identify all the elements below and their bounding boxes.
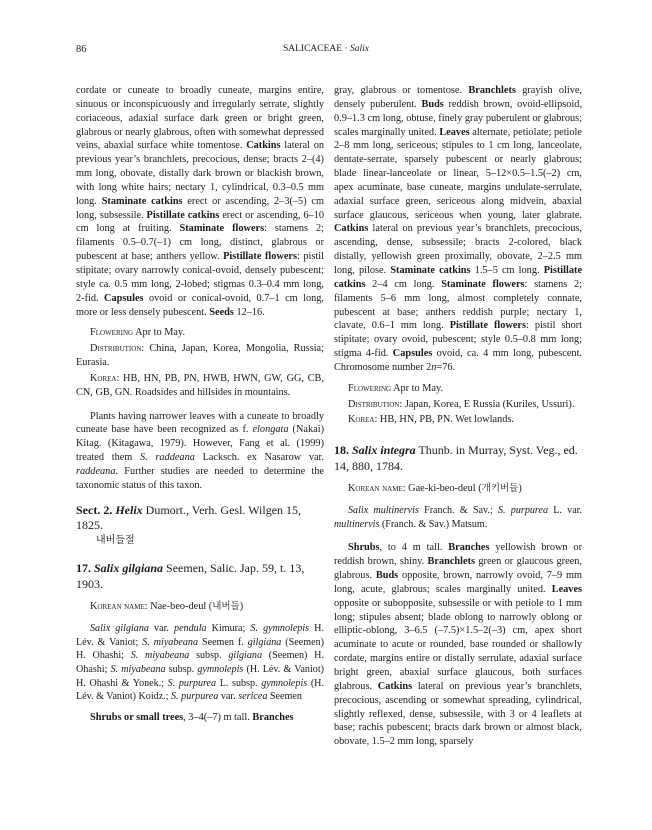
species-18-heading: 18. Salix integra Thunb. in Murray, Syst. Veg., ed. 14, 880, 1784. xyxy=(334,443,578,473)
flowering-paragraph: Flowering Apr to May. xyxy=(90,327,186,339)
genus-name: Salix xyxy=(350,44,370,54)
running-head xyxy=(76,44,576,54)
section-heading: Sect. 2. Helix Dumort., Verh. Gesl. Wilgen 15, 1825. xyxy=(76,502,302,533)
family-name: SALICACEAE xyxy=(282,44,343,54)
species-17-synonyms: Salix gilgiana var. pendula Kimura; S. gymnolepis H. Lév. & Vaniot; S. miyabeana Seemen f. gilgiana (Seemen) H. Ohashi; S. miyabeana subsp. gilgiana (Seemen) H. Ohashi; S. miyabeana subsp. gymnolepis (H. Lév. & Vaniot) H. Ohashi & Yonek.; S. purpurea L. subsp. gymnolepis (H. Lév. & Vaniot) Koidz.; S. purpurea var. sericea Seemen xyxy=(76,623,324,703)
distribution-paragraph: Distribution: China, Japan, Korea, Mongolia, Russia; Eurasia. xyxy=(76,343,324,369)
species-17-korean-name: Korean name: Nae-beo-deul (내버들) xyxy=(90,601,244,613)
species-17-heading: 17. Salix gilgiana Seemen, Salic. Jap. 59, t. 13, 1903. xyxy=(76,561,305,591)
korea-paragraph-2: Korea: HB, HN, PB, PN. Wet lowlands. xyxy=(348,414,514,426)
flowering-paragraph-2: Flowering Apr to May. xyxy=(348,382,444,394)
description-continued: gray, glabrous or tomentose. Branchlets grayish olive, densely puberulent. Buds reddish brown, ovoid-ellipsoid, 0.9–1.3 cm long, obtuse, finely gray puberulent or glabrous; scales marginally united. Leaves alternate, petiolate; petiole 2–8 mm long, sericeous; stipules to 1 cm long, lanceolate, dentate-serrate, sparsely pubescent or nearly glabrous; blade linear-lanceolate or linear, 5–12×0.5–1.5(–2) cm, apex acuminate, base cuneate, margins undulate-serrulate, adaxial surface green, sericeous along midvein, abaxial surface glaucous, sericeous when young, later glabrate. Catkins lateral on previous year’s branchlets, precocious, ascending, dense, subsessile; bracts 2-colored, black distally, yellowish green proximally, obovate, 2–2.5 mm long, pilose. Staminate catkins 1.5–5 cm long. Pistillate catkins 2–4 cm long. Staminate flowers: stamens 2; filaments 5–6 mm long, almost completely connate, pubescent at base; anthers reddish purple; nectary 1, clavate, 0.6–1 mm long. Pistillate flowers: pistil short stipitate; ovary ovoid, pubescent; style 0.5–0.8 mm long; stigma 4-fid. Capsules ovoid, ca. 4 mm long, pubescent. Chromosome number 2n=76. xyxy=(334,85,583,373)
page-header xyxy=(76,44,576,60)
species-18-synonyms: Salix multinervis Franch. & Sav.; S. purpurea L. var. multinervis (Franch. & Sav.) Matsum. xyxy=(334,505,583,530)
distribution-paragraph-2: Distribution: Japan, Korea, E Russia (Kuriles, Ussuri). xyxy=(348,398,575,410)
page-number: 86 xyxy=(76,44,87,55)
left-column xyxy=(76,84,324,732)
description-paragraph: cordate or cuneate to broadly cuneate, margins entire, sinuous or inconspicuously and irregularly serrate, slightly coriaceous, adaxial surface dark green or bright green, glabrous or nearly glabrous, often with somewhat depressed veins, abaxial surface white tomentose. Catkins lateral on previous year’s branchlets, precocious, dense; bracts 2–(4) mm long, obovate, distally dark brown or blackish brown, with long white hairs; nectary 1, cylindrical, 0.3–0.5 mm long. Staminate catkins erect or ascending, 2–3(–5) cm long, subsessile. Pistillate catkins erect or ascending, 6–10 cm long at fruiting. Staminate flowers: stamens 2; filaments 0.5–0.7(–1) cm long, distinct, glabrous or pubescent at base; anthers yellow. Pistillate flowers: pistil stipitate; ovary narrowly conical-ovoid, densely pubescent; style ca. 0.5 mm long, 2-lobed; stigmas 0.3–0.4 mm long, 2-fid. Capsules ovoid or conical-ovoid, 0.7–1 cm long, more or less densely pubescent. Seeds 12–16. xyxy=(76,85,325,318)
right-column xyxy=(334,84,582,756)
header-separator: · xyxy=(342,44,351,54)
species-18-korean-name: Korean name: Gae-ki-beo-deul (개키버들) xyxy=(348,483,522,495)
species-17-description-start: Shrubs or small trees, 3–4(–7) m tall. Branches xyxy=(90,711,294,723)
taxonomic-note: Plants having narrower leaves with a cuneate to broadly cuneate base have been recognized as f. elongata (Nakai) Kitag. (Kitagawa, 1979). However, Fang et al. (1999) treated them S. raddeana Lacksch. ex Nasarow var. raddeana. Further studies are needed to determine the taxonomic status of this taxon. xyxy=(76,410,324,491)
species-18-description: Shrubs, to 4 m tall. Branches yellowish brown or reddish brown, shiny. Branchlets green or glaucous green, glabrous. Buds opposite, brown, narrowly ovoid, 7–9 mm long, acute, glabrous; scales marginally united. Leaves opposite or subopposite, subsessile or with petiole to 1 mm long; stipules absent; blade oblong to narrowly oblong or elliptic-oblong, 3–6.5 (–7.5)×1.5–2(–3) cm, apex short acuminate to acute or rounded, base rounded or shallowly cordate, margins entire or distally serrulate, adaxial surface bright green, abaxial surface glaucous, both surfaces glabrous. Catkins lateral on previous year’s branchlets, precocious, ascending or somewhat spreading, cylindrical, slightly reflexed, dense, subsessile, with 3 or 4 leaflets at base; rachis pubescent; bracts dark brown or almost black, obovate, 1.5–2 mm long, sparsely xyxy=(334,542,583,748)
korea-paragraph: Korea: HB, HN, PB, PN, HWB, HWN, GW, GG, CB, CN, GB, GN. Roadsides and hillsides in mountains. xyxy=(76,372,324,398)
section-korean-name: 내버들절 xyxy=(96,534,135,546)
